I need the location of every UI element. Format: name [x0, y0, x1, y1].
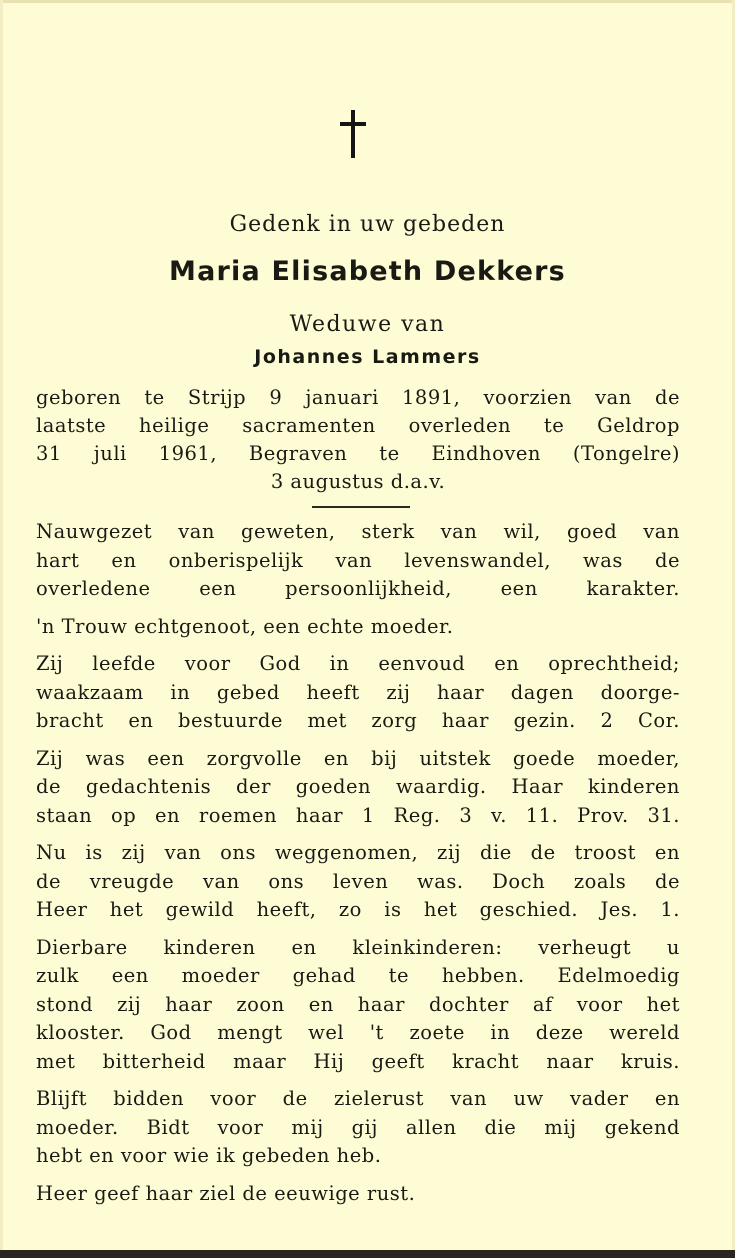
birth-line: geboren te Strijp 9 januari 1891, voorzien van de — [36, 386, 680, 409]
eulogy-text — [36, 518, 680, 1217]
text-line: hart en onberispelijk van levenswandel, was de — [36, 548, 680, 572]
text-line: Zij was een zorgvolle en bij uitstek goede moeder, — [36, 746, 680, 770]
paragraph — [36, 934, 680, 1077]
divider-rule — [312, 506, 410, 508]
text-line: klooster. God mengt wel 't zoete in deze wereld — [36, 1021, 680, 1044]
text-line: Nauwgezet van geweten, sterk van wil, goed van — [36, 520, 680, 543]
text-line: bracht en bestuurde met zorg haar gezin. 2 Cor. — [36, 709, 680, 732]
text-line: 'n Trouw echtgenoot, een echte moeder. — [36, 614, 454, 638]
cross-icon — [340, 110, 366, 158]
text-line: Heer geef haar ziel de eeuwige rust. — [36, 1181, 416, 1205]
text-line: overledene een persoonlijkheid, een karakter. — [36, 577, 680, 600]
text-line: zulk een moeder gehad te hebben. Edelmoedig — [36, 964, 680, 987]
birth-death-details — [36, 384, 680, 496]
paragraph — [36, 745, 680, 831]
text-line: Heer het gewild heeft, zo is het geschied. Jes. 1. — [36, 898, 680, 921]
paragraph — [36, 650, 680, 736]
deceased-name: Maria Elisabeth Dekkers — [169, 256, 566, 287]
birth-line: 31 juli 1961, Begraven te Eindhoven (Tongelre) — [36, 442, 680, 465]
birth-line: 3 augustus d.a.v. — [270, 470, 446, 493]
text-line: de gedachtenis der goeden waardig. Haar kinderen — [36, 775, 680, 798]
paragraph — [36, 1180, 680, 1209]
card-edge-bottom — [0, 1250, 735, 1258]
card-edge-top — [0, 0, 735, 3]
text-line: waakzaam in gebed heeft zij haar dagen doorge- — [36, 680, 680, 704]
gedenk-heading: Gedenk in uw gebeden — [229, 212, 506, 237]
paragraph — [36, 613, 680, 642]
text-line: Zij leefde voor God in eenvoud en oprechtheid; — [36, 652, 680, 675]
text-line: stond zij haar zoon en haar dochter af voor het — [36, 992, 680, 1016]
text-line: met bitterheid maar Hij geeft kracht naar kruis. — [36, 1049, 680, 1073]
text-line: Dierbare kinderen en kleinkinderen: verheugt u — [36, 935, 680, 959]
text-line: hebt en voor wie ik gebeden heb. — [36, 1144, 382, 1167]
paragraph — [36, 839, 680, 925]
birth-line: laatste heilige sacramenten overleden te Geldrop — [36, 414, 680, 437]
text-line: de vreugde van ons leven was. Doch zoals de — [36, 869, 680, 893]
husband-name: Johannes Lammers — [254, 346, 481, 368]
paragraph — [36, 518, 680, 604]
text-line: Nu is zij van ons weggenomen, zij die de troost en — [36, 841, 680, 864]
paragraph — [36, 1085, 680, 1171]
text-line: staan op en roemen haar 1 Reg. 3 v. 11. Prov. 31. — [36, 803, 680, 827]
text-line: Blijft bidden voor de zielerust van uw vader en — [36, 1087, 680, 1110]
card-edge-left — [0, 0, 3, 1258]
text-line: moeder. Bidt voor mij gij allen die mij gekend — [36, 1115, 680, 1139]
widow-of-label: Weduwe van — [289, 312, 446, 337]
